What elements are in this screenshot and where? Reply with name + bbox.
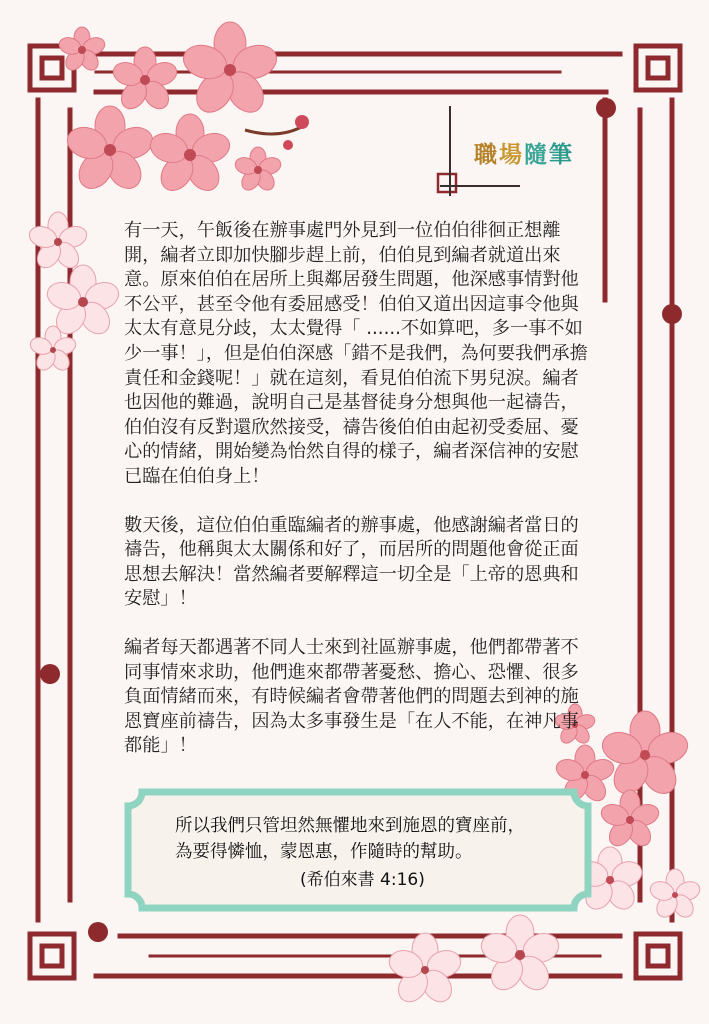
paragraph-3: 編者每天都遇著不同人士來到社區辦事處，他們都帶著不同事情來求助，他們進來都帶著憂愁、擔心、恐懼、很多負面情緒而來，有時候編者會帶著他們的問題去到神的施恩寶座前禱告，因為太多事發生是「在人不能，在神凡事都能」！ — [124, 636, 579, 757]
blossom-cluster-bottom — [380, 900, 580, 1024]
section-heading — [474, 136, 574, 169]
paragraph-2: 數天後，這位伯伯重臨編者的辦事處，他感謝編者當日的禱告，他稱與太太關係和好了，而居所的問題他會從正面思想去解決！當然編者要解釋這一切全是「上帝的恩典和安慰」！ — [124, 514, 579, 610]
paragraph-1: 有一天，午飯後在辦事處門外見到一位伯伯徘徊正想離開，編者立即加快腳步趕上前，伯伯見到編者就道出來意。原來伯伯在居所上與鄰居發生問題，他深感事情對他不公平，甚至令他有委屈感受！伯伯又道出因這事令他與太太有意見分歧，太太覺得「 ......不如算吧，多一事不如少一事！」，但是伯伯深感「錯不是我們，為何要我們承擔責任和金錢呢！」就在這刻，看見伯伯流下男兒淚。編者也因他的難過，說明自己是基督徒身分想與他一起禱告，伯伯沒有反對還欣然接受，禱告後伯伯由起初受委屈、憂心的情緒，開始變為怡然自得的樣子，編者深信神的安慰已臨在伯伯身上！ — [124, 220, 588, 487]
verse-line-1: 所以我們只管坦然無懼地來到施恩的寶座前， — [175, 816, 525, 836]
blossom-cluster-left — [28, 190, 128, 380]
verse-line-2: 為要得憐恤，蒙恩惠，作隨時的幫助。 — [175, 842, 473, 862]
verse-reference: (希伯來書 4:16) — [300, 870, 425, 890]
verse-text — [175, 813, 595, 865]
heading-char-3: 隨 — [524, 141, 549, 168]
heading-char-4: 筆 — [549, 141, 574, 168]
heading-char-1: 職 — [474, 141, 499, 168]
blossom-cluster-top-left — [40, 10, 340, 220]
heading-char-2: 場 — [499, 141, 524, 168]
article-body — [124, 219, 596, 783]
